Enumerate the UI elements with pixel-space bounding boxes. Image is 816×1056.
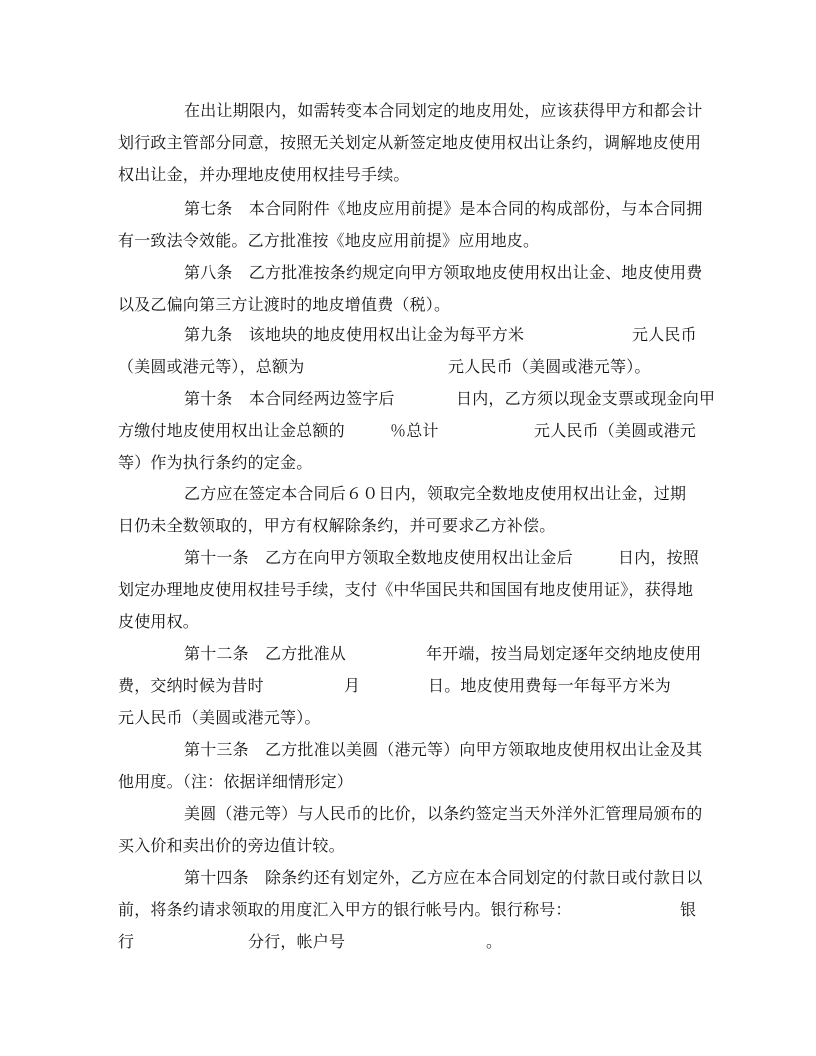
- text-line: 美圆（港元等）与人民币的比价，以条约签定当天外洋外汇管理局颁布的: [184, 804, 703, 823]
- text-line: [118, 898, 698, 922]
- text-line: 第八条 乙方批准按条约规定向甲方领取地皮使用权出让金、地皮使用费: [184, 263, 703, 282]
- text-segment: 日。地皮使用费每一年每平方米为: [428, 676, 672, 695]
- text-segment: ％总计: [390, 421, 439, 440]
- text-line: 划定办理地皮使用权挂号手续，支付《中华国民共和国国有地皮使用证》，获得地: [118, 580, 694, 599]
- text-segment: （美圆或港元等），总额为: [118, 357, 305, 376]
- text-line: [118, 355, 698, 379]
- text-segment: 第十条 本合同经两边签字后: [184, 389, 395, 408]
- text-line: [184, 546, 704, 570]
- text-segment: 第十二条 乙方批准从: [184, 644, 347, 663]
- text-line: 第十四条 除条约还有划定外，乙方应在本合同划定的付款日或付款日以: [184, 868, 703, 887]
- text-segment: 第十一条 乙方在向甲方领取全数地皮使用权出让金后: [184, 548, 573, 567]
- text-line: 第十三条 乙方批准以美圆（港元等）向甲方领取地皮使用权出让金及其: [184, 740, 703, 759]
- text-line: 第七条 本合同附件《地皮应用前提》是本合同的构成部份，与本合同拥: [184, 199, 703, 218]
- text-segment: 分行，帐户号: [248, 932, 346, 951]
- text-line: 买入价和卖出价的旁边值计较。: [118, 836, 345, 855]
- text-segment: 日内，按照: [618, 548, 700, 567]
- text-segment: 月: [344, 676, 361, 695]
- text-segment: 元人民币: [632, 325, 697, 344]
- text-line: 皮使用权。: [118, 612, 200, 631]
- text-line: [184, 642, 704, 666]
- text-segment: 日内，乙方须以现金支票或现金向甲: [456, 389, 716, 408]
- text-segment: 第九条 该地块的地皮使用权出让金为每平方米: [184, 325, 525, 344]
- text-line: 等）作为执行条约的定金。: [118, 453, 313, 472]
- text-segment: 前，将条约请求领取的用度汇入甲方的银行帐号内。银行称号：: [118, 900, 572, 919]
- text-segment: 。: [486, 932, 503, 951]
- text-line: 划行政主管部分同意，按照无关划定从新签定地皮使用权出让条约，调解地皮使用: [118, 133, 702, 152]
- text-line: 乙方应在签定本合同后６０日内，领取完全数地皮使用权出让金，过期: [184, 484, 687, 503]
- text-line: 权出让金，并办理地皮使用权挂号手续。: [118, 165, 410, 184]
- text-segment: 行: [118, 932, 135, 951]
- text-line: 元人民币（美圆或港元等）。: [118, 708, 321, 727]
- text-segment: 方缴付地皮使用权出让金总额的: [118, 421, 345, 440]
- text-segment: 银: [680, 900, 697, 919]
- text-segment: 元人民币（美圆或港元: [534, 421, 697, 440]
- text-line: [184, 323, 704, 347]
- text-line: 在出让期限内，如需转变本合同划定的地皮用处，应该获得甲方和都会计: [184, 101, 703, 120]
- text-line: [118, 930, 698, 954]
- text-line: 他用度。（注：依据详细情形定）: [118, 772, 354, 791]
- text-line: [118, 674, 698, 698]
- text-line: [118, 419, 698, 443]
- text-line: 日仍未全数领取的，甲方有权解除条约，并可要求乙方补偿。: [118, 516, 556, 535]
- text-line: 有一致法令效能。乙方批准按《地皮应用前提》应用地皮。: [118, 231, 540, 250]
- text-segment: 年开端，按当局划定逐年交纳地皮使用: [426, 644, 702, 663]
- text-line: [184, 387, 716, 411]
- text-segment: 元人民币（美圆或港元等）。: [448, 357, 651, 376]
- text-line: 以及乙偏向第三方让渡时的地皮增值费（税）。: [118, 295, 451, 314]
- text-segment: 费，交纳时候为昔时: [118, 676, 264, 695]
